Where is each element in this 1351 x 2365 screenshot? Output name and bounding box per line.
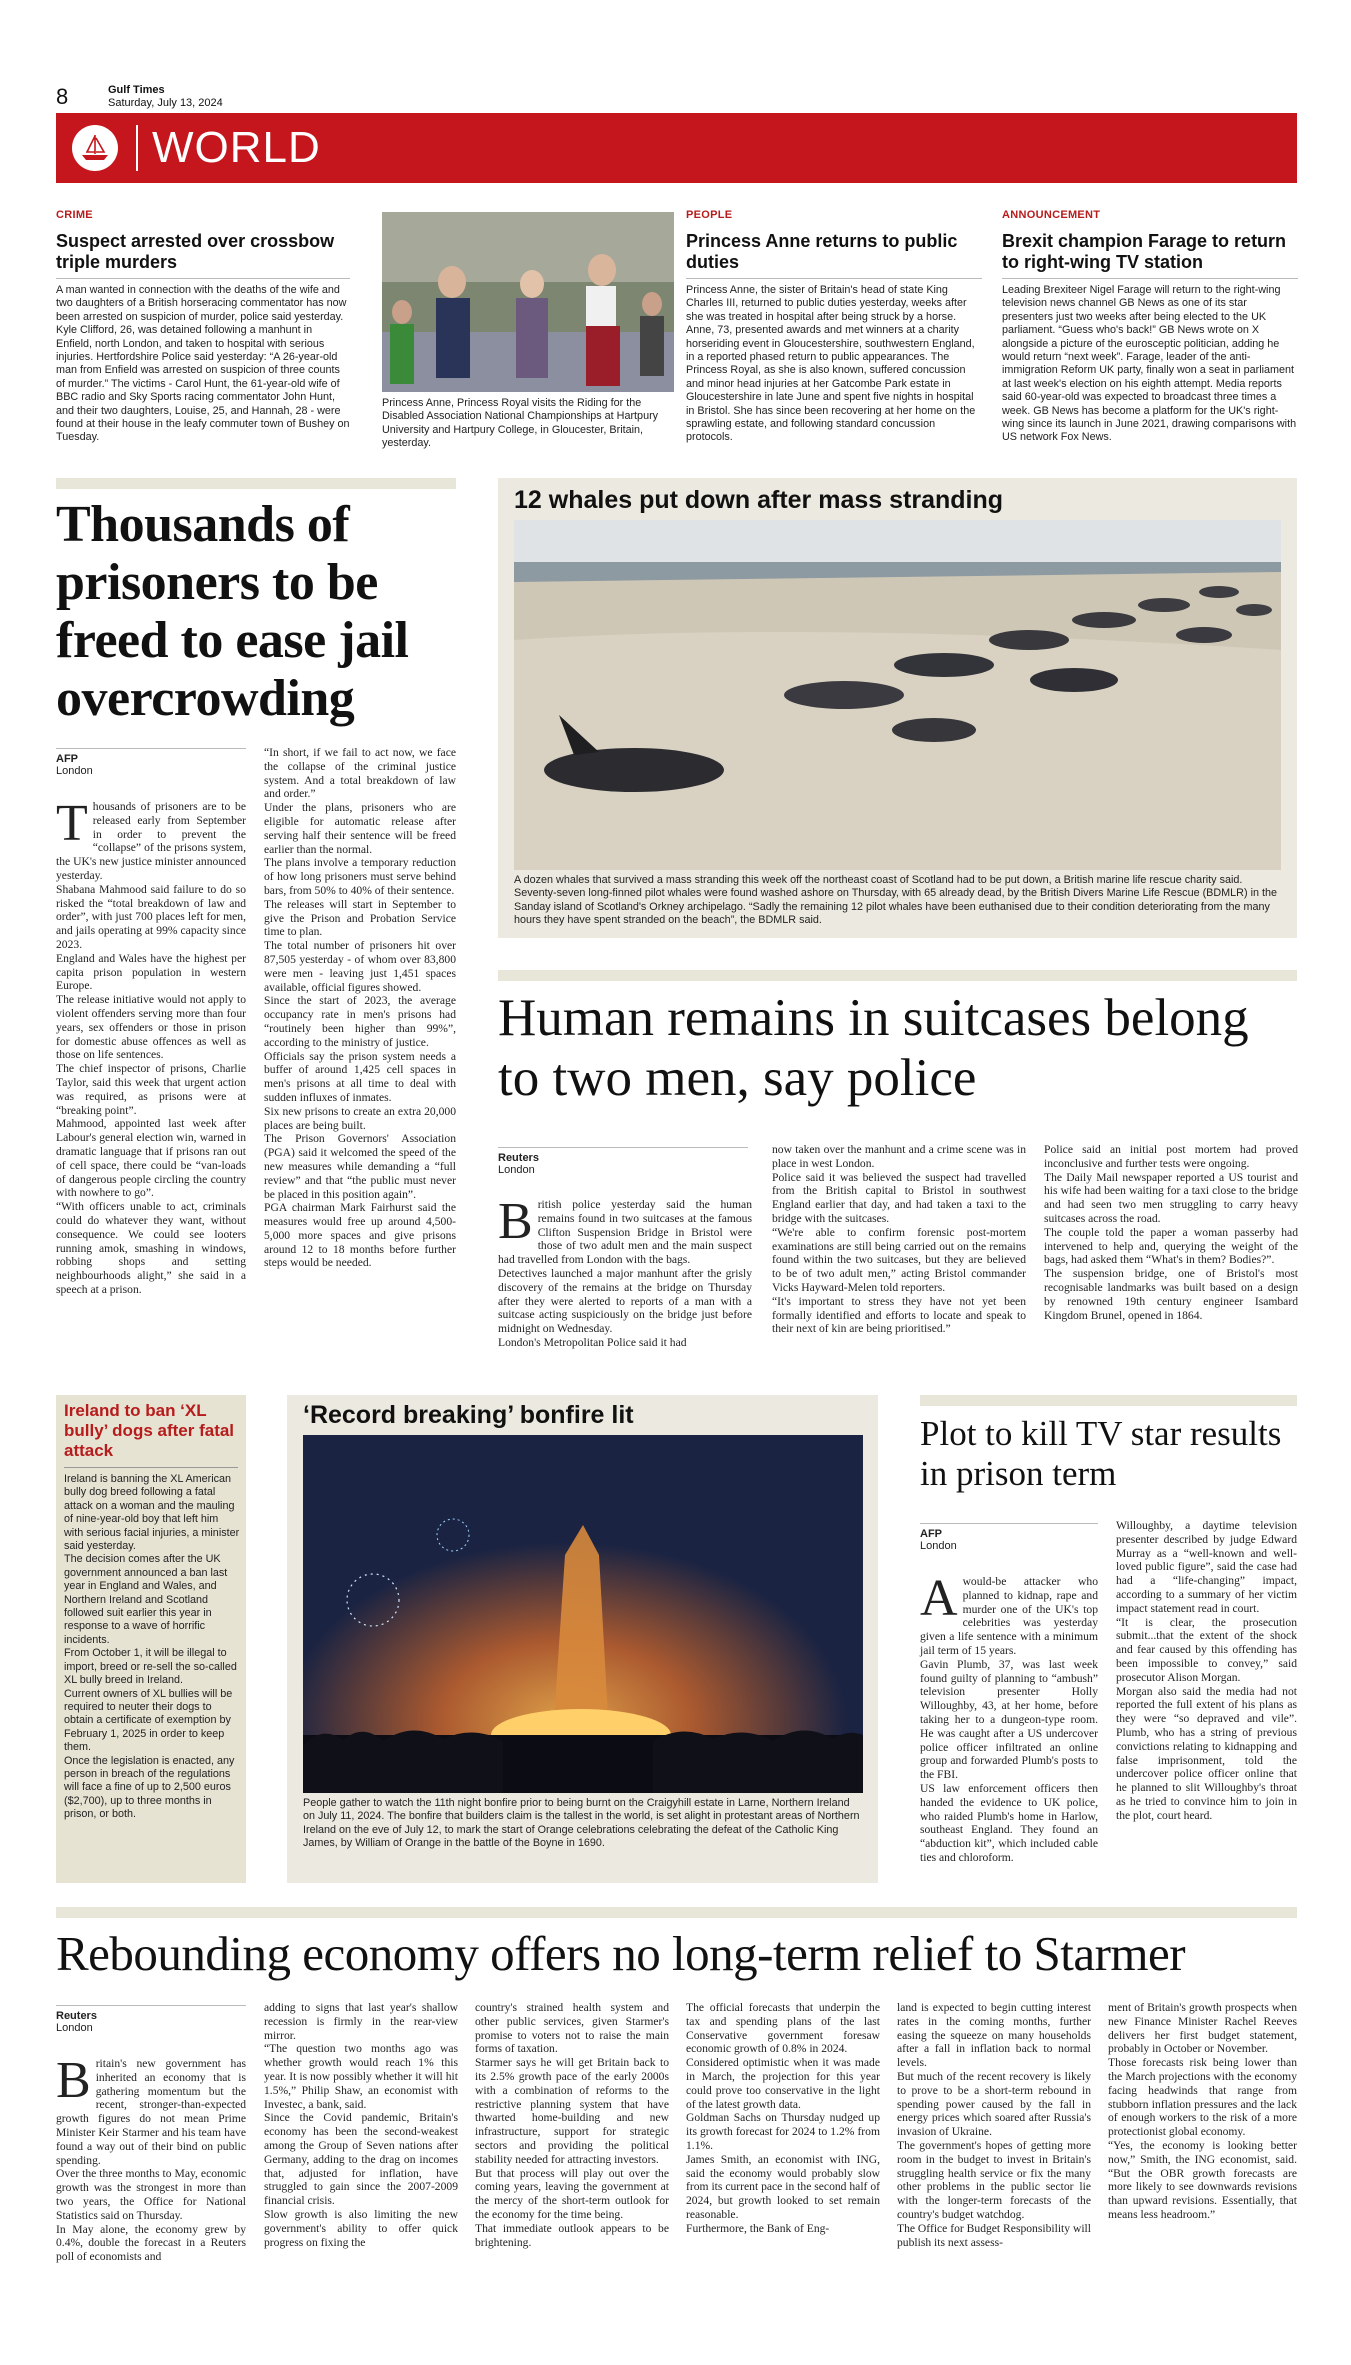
- page-number: 8: [56, 84, 69, 109]
- economy-byline: [56, 2005, 246, 2034]
- brief-headline: Suspect arrested over crossbow triple murders: [56, 231, 335, 272]
- suitcases-col3: Police said an initial post mortem had proved inconclusive and further tests were ongoing. The Daily Mail newspaper reported a US tourist and his wife had been waiting for a taxi close to the bridge and had seen two men struggling to carry heavy suitcases across the road. The couple told the paper a woman passerby had intervened to help and, querying the weight of the bags, had asked them “What's in them? Bodies?”. The suspension bridge, one of Bristol's most recognisable landmarks was built based on a design by renowned 19th century engineer Isambard Kingdom Brunel, opened in 1864.: [1044, 1143, 1298, 1322]
- agency: Reuters: [498, 1152, 539, 1164]
- prisoners-headline: Thousands of prisoners to be freed to ease jail overcrowding: [56, 496, 409, 727]
- drop-cap: A: [920, 1570, 958, 1627]
- economy-col6: ment of Britain's growth prospects when new Finance Minister Rachel Reeves delivers her first budget statement, probably in October or November. Those forecasts risk being lower than the March projections with the economy facing headwinds that range from stubborn inflation pressures and the lack of enough workers to the risk of a more protectionist global economy. “Yes, the economy is looking better now,” Smith, the ING economist, said. “But the OBR growth forecasts are more likely to see downwards revisions than upward revisions. Essentially, that means less headroom.”: [1108, 2001, 1297, 2221]
- xlbully-box: [56, 1395, 246, 1883]
- tvstar-col1: A would-be attacker who planned to kidnap, rape and murder one of the UK's top celebrities was yesterday given a life sentence with a minimum jail term of 15 years. Gavin Plumb, 37, was last week found guilty of planning to “ambush” television presenter Holly Willoughby, 43, at her home, before taking her to a dungeon-type room. He was caught after a US undercover police officer infiltrated an online group and forwarded Plumb's posts to the FBI. US law enforcement officers then handed the evidence to UK police, who raided Plumb's home in Harlow, southeast England. They found an “abduction kit”, which included cable ties and chloroform.: [920, 1570, 1098, 1864]
- economy-col3: country's strained health system and other public services, given Starmer's promise to voters not to raise the main forms of taxation. Starmer says he will get Britain back to its 2.5% growth pace of the early 2000s with a combination of reforms to the restrictive planning system that have thwarted home-building and new infrastructure, support for strategic sectors and providing the political stability needed for attracting investors. But that process will play out over the coming years, leaving the government at the mercy of the short-term outlook for the economy for the time being. That immediate outlook appears to be brightening.: [475, 2001, 669, 2249]
- brief-headline: Princess Anne returns to public duties: [686, 231, 958, 272]
- prisoners-byline: [56, 748, 246, 777]
- brief-announcement: [1002, 209, 1298, 445]
- bonfire-box: [287, 1395, 878, 1883]
- agency: AFP: [920, 1528, 942, 1540]
- brief-text: A man wanted in connection with the deaths of the wife and two daughters of a British horseracing commentator has now been arrested on suspicion of murder, police said yesterday. Kyle Clifford, 26, was detained following a manhunt in Enfield, north London, and taken to hospital with serious injuries. Hertfordshire Police said yesterday: “A 26-year-old man from Enfield was arrested on suspicion of three counts of murder.” The victims - Carol Hunt, the 61-year-old wife of BBC radio and Sky Sports racing commentator John Hunt, and their two daughters, Louise, 25, and Hannah, 28 - were found at their house in the leafy commuter town of Bushey on Tuesday.: [56, 284, 350, 444]
- brief-text: Leading Brexiteer Nigel Farage will return to the right-wing television news channel GB News as one of its star presenters just two weeks after being elected to the UK parliament. “Guess who's back!” GB News wrote on X alongside a picture of the eurosceptic politician, adding he would return “next week”. Farage, leader of the anti-immigration Reform UK party, finally won a seat in parliament at last week's election on his eighth attempt. Media reports said 60-year-old was expected to broadcast three times a week. GB News has become a platform for the UK's right-wing since its launch in June 2021, drawing comparisons with US network Fox News.: [1002, 284, 1297, 444]
- paper-name: Gulf Times: [108, 84, 165, 96]
- tvstar-col2: Willoughby, a daytime television presenter described by judge Edward Murray as a “well-known and well-loved public figure”, said the case had had a “life-changing” impact, according to a summary of her victim impact statement read in court. “It is clear, the prosecution submit...that the extent of the shock and fear caused by this offending has been impossible to convey,” said prosecutor Alison Morgan. Morgan also said the media had not reported the full extent of his plans as they were “so depraved and vile”. Plumb, who has a string of previous convictions relating to kidnapping and false imprisonment, told the undercover police officer online that he planned to slit Willoughby's throat as he tried to convince him to join in the plot, court heard.: [1116, 1519, 1297, 1822]
- brief-text: Princess Anne, the sister of Britain's head of state King Charles III, returned to public duties yesterday, weeks after she was treated in hospital after being struck by a horse. Anne, 73, presented awards and met winners at a charity horseriding event in Gloucestershire, southwestern England, in a reported phased return to public appearances. The Princess Royal, as she is also known, suffered concussion and minor head injuries at her Gatcombe Park estate in Gloucestershire in late June and spent five nights in hospital in Bristol. She has since been recovering at her home on the sprawling estate, and following standard concussion protocols.: [686, 284, 976, 444]
- drop-cap: B: [498, 1193, 533, 1250]
- location: London: [56, 2022, 93, 2034]
- bonfire-photo: [303, 1435, 863, 1793]
- prisoners-col1: T housands of prisoners are to be released early from September in order to prevent the “collapse” of the prisons system, the UK's new justice minister announced yesterday. Shabana Mahmood said failure to do so risked the “total breakdown of law and order”, with just 700 places left for men, and jails operating at 99% capacity since 2023. England and Wales have the highest per capita prison population in western Europe. The release initiative would not apply to violent offenders serving more than four years, sex offenders or those in prison for domestic abuse offences as well as those on life sentences. The chief inspector of prisons, Charlie Taylor, said this week that urgent action was required, as prisons were at “breaking point”. Mahmood, appointed last week after Labour's general election win, warned in dramatic language that if prisons ran out of cell space, there could be “van-loads of dangerous people circling the country with nowhere to go”. “With officers unable to act, criminals could do whatever they want, without consequence. We could see looters running amok, smashing in windows, robbing shops and setting neighbourhoods alight,” she said in a speech at a prison.: [56, 795, 246, 1296]
- bonfire-caption: People gather to watch the 11th night bonfire prior to being burnt on the Craigyhill estate in Larne, Northern Ireland on July 11, 2024. The bonfire that builders claim is the tallest in the world, is set alight in protestant areas of Northern Ireland on the eve of July 12, to mark the start of Orange celebrations celebrating the defeat of the Catholic King James, by William of Orange in the battle of the Boyne in 1690.: [303, 1797, 860, 1850]
- suitcases-headline: Human remains in suitcases belong to two men, say police: [498, 989, 1249, 1107]
- xlbully-headline: Ireland to ban ‘XL bully’ dogs after fatal attack: [64, 1401, 235, 1460]
- location: London: [498, 1164, 535, 1176]
- economy-col4: The official forecasts that underpin the tax and spending plans of the last Conservative government foresaw economic growth of 0.8% in 2024. Considered optimistic when it was made in March, the projection for this year could prove too conservative in the light of the latest growth data. Goldman Sachs on Thursday nudged up its growth forecast for 2024 to 1.2% from 1.1%. James Smith, an economist with ING, said the economy would probably slow from its current pace in the second half of 2024, but growth looked to set remain reasonable. Furthermore, the Bank of Eng-: [686, 2001, 880, 2235]
- brief-headline: Brexit champion Farage to return to right-wing TV station: [1002, 231, 1287, 272]
- section-banner: [56, 113, 1297, 183]
- whales-box: [498, 478, 1297, 938]
- drop-cap: T: [56, 795, 88, 852]
- brief-category: CRIME: [56, 209, 93, 221]
- section-title: WORLD: [152, 123, 321, 172]
- bonfire-headline: ‘Record breaking’ bonfire lit: [303, 1401, 634, 1429]
- princess-anne-caption: Princess Anne, Princess Royal visits the Riding for the Disabled Association National Championships at Hartpury University and Hartpury College, in Gloucester, Britain, yesterday.: [382, 397, 659, 450]
- agency: Reuters: [56, 2010, 97, 2022]
- xlbully-text: Ireland is banning the XL American bully dog breed following a fatal attack on a woman and the mauling of nine-year-old boy that left him with serious facial injuries, a minister said yesterday. The decision comes after the UK government announced a ban last year in England and Wales, and Northern Ireland and Scotland followed suit earlier this year in response to a wave of horrific incidents. From October 1, it will be illegal to import, breed or re-sell the so-called XL bully breed in Ireland. Current owners of XL bullies will be required to neuter their dogs to obtain a certificate of exemption by February 1, 2025 in order to keep them. Once the legislation is enacted, any person in breach of the regulations will face a fine of up to 2,500 euros ($2,700), up to three months in prison, or both.: [64, 1473, 240, 1821]
- economy-col2: adding to signs that last year's shallow recession is firmly in the rear-view mirror. “The question two months ago was whether growth would reach 1% this year. It is now possibly whether it will hit 1.5%,” Philip Shaw, an economist with Investec, a bank, said. Since the Covid pandemic, Britain's economy has been the second-weakest among the Group of Seven nations after Germany, adding to the drag on incomes that, adjusted for inflation, have struggled to gain since the 2007-2009 financial crisis. Slow growth is also limiting the new government's ability to offer quick progress on fixing the: [264, 2001, 458, 2249]
- location: London: [56, 765, 93, 777]
- tvstar-headline: Plot to kill TV star results in prison term: [920, 1414, 1282, 1493]
- prisoners-col2: “In short, if we fail to act now, we face the collapse of the criminal justice system. And a total breakdown of law and order.” Under the plans, prisoners who are eligible for automatic release after serving half their sentence will be freed earlier than the normal. The plans involve a temporary reduction of how long prisoners must serve behind bars, from 50% to 40% of their sentence. The releases will start in September to give the Prison and Probation Service time to plan. The total number of prisoners hit over 87,505 yesterday - of whom over 83,800 were men - leaving just 1,451 spaces available, official figures showed. Since the start of 2023, the average occupancy rate in men's prisons had “routinely been higher than 99%”, according to the ministry of justice. Officials say the prison system needs a buffer of around 1,425 cell spaces in men's prisons at all time to deal with sudden influxes of inmates. Six new prisons to create an extra 20,000 places are being built. The Prison Governors' Association (PGA) said it welcomed the speed of the new measures while demanding a “full review” and that “the public must never be placed in this position again”. PGA chairman Mark Fairhurst said the measures would free up around 4,500-5,000 more spaces and give prisons around 12 to 18 months before further steps would be needed.: [264, 746, 456, 1270]
- brief-people: [686, 209, 982, 445]
- whales-caption: A dozen whales that survived a mass stranding this week off the northeast coast of Scotland had to be put down, a British marine life rescue charity said. Seventy-seven long-finned pilot whales were found washed ashore on Thursday, with 65 already dead, by the British Divers Marine Life Rescue (BDMLR) in the Sanday island of Scotland's Orkney archipelago. “Sadly the remaining 12 pilot whales have been euthanised due to their condition deteriorating from the many hours they have spent stranded on the beach”, the BDMLR said.: [514, 874, 1277, 927]
- tvstar-byline: [920, 1523, 1098, 1552]
- suitcases-byline: [498, 1147, 748, 1176]
- drop-cap: B: [56, 2052, 91, 2109]
- location: London: [920, 1540, 957, 1552]
- whales-headline: 12 whales put down after mass stranding: [514, 486, 1004, 514]
- whales-photo: [514, 520, 1281, 870]
- brief-crime: [56, 209, 350, 445]
- suitcases-col2: now taken over the manhunt and a crime scene was in place in west London. Police said it was believed the suspect had travelled from the British capital to Bristol in southwest England earlier that day, and had taken a taxi to the bridge with the suitcases. “We're able to confirm forensic post-mortem examinations are still being carried out on the remains found within the two suitcases, but they are believed to be of two adult men,” acting Bristol commander Vicks Hayward-Melen told reporters. “It's important to stress they have not yet been formally identified and efforts to locate and speak to their next of kin are being prioritised.”: [772, 1143, 1026, 1336]
- issue-date: Saturday, July 13, 2024: [108, 97, 223, 109]
- economy-col1: B ritain's new government has inherited an economy that is gathering momentum but the recent, stronger-than-expected growth figures do not mean Prime Minister Keir Starmer and his team have found a way out of their bind on public spending. Over the three months to May, economic growth was the strongest in more than two years, the Office for National Statistics said on Thursday. In May alone, the economy grew by 0.4%, double the forecast in a Reuters poll of economists and: [56, 2052, 246, 2264]
- ship-logo-icon: [72, 125, 118, 171]
- princess-anne-photo: [382, 212, 674, 392]
- economy-headline: Rebounding economy offers no long-term relief to Starmer: [56, 1926, 1186, 1981]
- agency: AFP: [56, 753, 78, 765]
- economy-col5: land is expected to begin cutting interest rates in the coming months, further easing the squeeze on many households after a fall in inflation back to normal levels. But much of the recent recovery is likely to prove to be a short-term rebound in spending power caused by the fall in energy prices which soared after Russia's invasion of Ukraine. The government's hopes of getting more room in the budget to invest in Britain's struggling health service or fix the many other problems in the public sector lie with the longer-term forecasts of the country's budget watchdog. The Office for Budget Responsibility will publish its next assess-: [897, 2001, 1091, 2249]
- brief-category: ANNOUNCEMENT: [1002, 209, 1101, 221]
- brief-category: PEOPLE: [686, 209, 733, 221]
- suitcases-col1: B ritish police yesterday said the human remains found in two suitcases at the famous Clifton Suspension Bridge in Bristol were those of two adult men and the main suspect had travelled from London with the bags. Detectives launched a major manhunt after the grisly discovery of the remains at the bridge on Thursday after they were alerted to reports of a man with a suitcase acting suspiciously on the bridge just before midnight on Wednesday. London's Metropolitan Police said it had: [498, 1193, 752, 1349]
